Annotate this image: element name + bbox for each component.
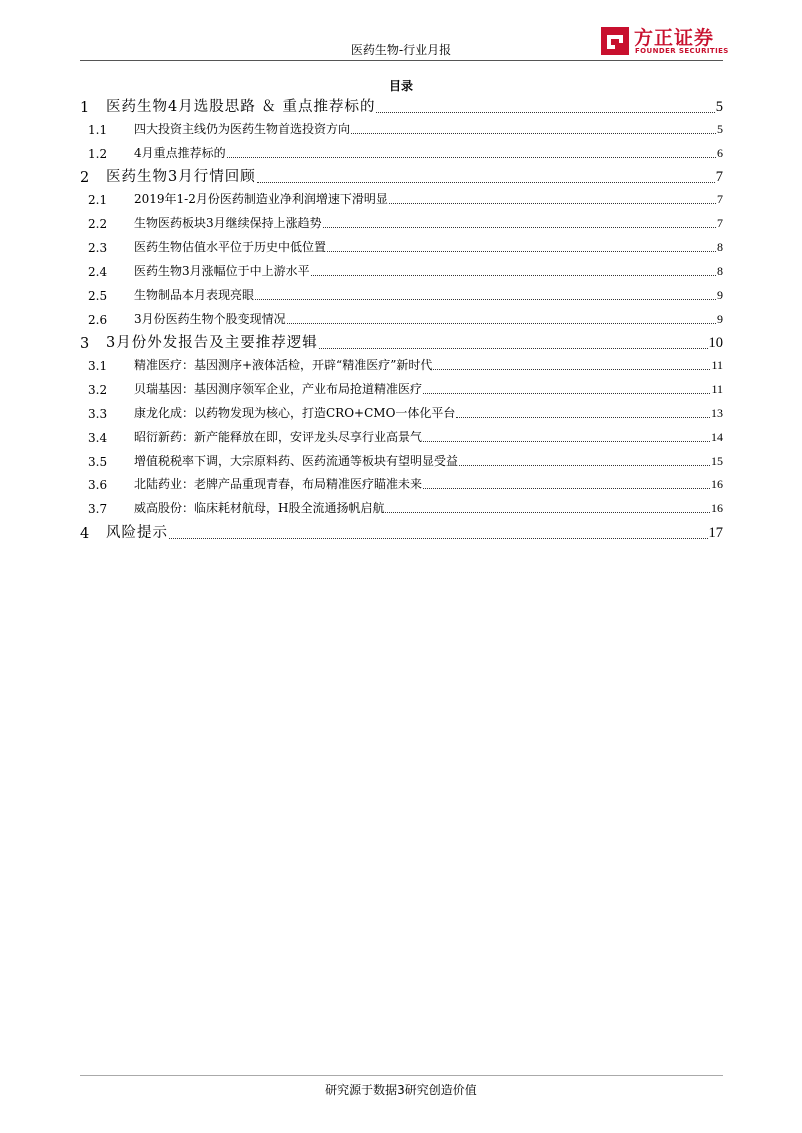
- toc-entry-page: 10: [708, 335, 723, 351]
- toc-entry-title: 生物医药板块3月继续保持上涨趋势: [134, 216, 322, 230]
- toc-leader-dots: [327, 251, 716, 252]
- toc-entry[interactable]: [88, 451, 723, 469]
- toc-entry-page: 7: [717, 216, 723, 230]
- toc-entry-number: 2.3: [88, 241, 108, 255]
- toc-entry-page: 8: [717, 240, 723, 254]
- toc-leader-dots: [376, 112, 714, 113]
- toc-entry-number: 3.4: [88, 431, 108, 445]
- toc-entry[interactable]: [88, 355, 723, 373]
- toc-entry[interactable]: [88, 309, 723, 327]
- toc-entry-number: 1: [80, 100, 90, 116]
- footer-divider: [80, 1075, 723, 1076]
- toc-entry[interactable]: [88, 427, 723, 445]
- logo-name-cn: 方正证券: [634, 27, 715, 49]
- toc-entry[interactable]: [88, 237, 723, 255]
- toc-leader-dots: [319, 348, 708, 349]
- toc-leader-dots: [459, 465, 710, 466]
- toc-entry-page: 5: [717, 122, 723, 136]
- toc-entry-page: 7: [715, 169, 723, 185]
- toc-leader-dots: [287, 323, 716, 324]
- toc-entry-number: 2.6: [88, 313, 108, 327]
- toc-entry[interactable]: [88, 403, 723, 421]
- toc-entry-number: 1.1: [88, 123, 108, 137]
- toc-leader-dots: [389, 203, 716, 204]
- toc-entry-title: 威高股份：临床耗材航母，H股全流通扬帆启航: [134, 501, 385, 515]
- toc-entry-title: 医药生物3月涨幅位于中上游水平: [134, 264, 310, 278]
- toc-entry-number: 3.5: [88, 455, 108, 469]
- toc-leader-dots: [423, 488, 710, 489]
- footer-slogan: 研究源于数据3研究创造价值: [325, 1083, 477, 1097]
- toc-entry-page: 9: [717, 288, 723, 302]
- toc-entry-page: 17: [708, 525, 723, 541]
- toc-entry-title: 生物制品本月表现亮眼: [134, 288, 255, 302]
- toc-leader-dots: [323, 227, 716, 228]
- toc-entry-page: 16: [711, 501, 723, 515]
- toc-leader-dots: [423, 393, 710, 394]
- toc-entry-title: 3月份医药生物个股变现情况: [134, 312, 286, 326]
- toc-leader-dots: [227, 157, 716, 158]
- toc-entry-page: 11: [711, 358, 723, 372]
- toc-entry-title: 精准医疗：基因测序+液体活检，开辟“精准医疗”新时代: [134, 358, 433, 372]
- toc-entry-number: 2.1: [88, 193, 108, 207]
- toc-entry-number: 2: [80, 170, 90, 186]
- toc-leader-dots: [433, 369, 710, 370]
- toc-entry-title: 昭衍新药：新产能释放在即，安评龙头尽享行业高景气: [134, 430, 423, 444]
- toc-entry[interactable]: [88, 285, 723, 303]
- toc-entry-number: 2.4: [88, 265, 108, 279]
- toc-entry[interactable]: [80, 522, 723, 542]
- toc-entry-number: 3.2: [88, 383, 108, 397]
- toc-leader-dots: [385, 512, 710, 513]
- toc-entry[interactable]: [88, 119, 723, 137]
- toc-entry[interactable]: [88, 498, 723, 516]
- toc-entry-title: 四大投资主线仍为医药生物首选投资方向: [134, 122, 351, 136]
- toc-entry-page: 11: [711, 382, 723, 396]
- toc-entry[interactable]: [80, 166, 723, 186]
- toc-entry-number: 2.2: [88, 217, 108, 231]
- toc-entry-number: 4: [80, 526, 90, 542]
- toc-entry-page: 8: [717, 264, 723, 278]
- toc-title: 目录: [388, 79, 413, 93]
- toc-entry-number: 3.1: [88, 359, 108, 373]
- report-title: 医药生物-行业月报: [350, 43, 452, 57]
- toc-entry[interactable]: [88, 143, 723, 161]
- toc-entry-title: 北陆药业：老牌产品重现青春，布局精准医疗瞄准未来: [134, 477, 423, 491]
- toc-entry-title: 医药生物4月选股思路 ＆ 重点推荐标的: [106, 99, 376, 115]
- toc-leader-dots: [255, 299, 716, 300]
- logo-name-en: FOUNDER SECURITIES: [635, 47, 729, 55]
- toc-entry-title: 3月份外发报告及主要推荐逻辑: [106, 335, 318, 351]
- toc-entry-number: 2.5: [88, 289, 108, 303]
- toc-leader-dots: [257, 182, 715, 183]
- toc-leader-dots: [456, 417, 710, 418]
- toc-entry-page: 9: [717, 312, 723, 326]
- toc-entry-number: 3.7: [88, 502, 108, 516]
- toc-entry-page: 7: [717, 192, 723, 206]
- toc-leader-dots: [423, 441, 710, 442]
- toc-entry-title: 2019年1-2月份医药制造业净利润增速下滑明显: [134, 192, 388, 206]
- toc-entry-page: 5: [715, 99, 723, 115]
- toc-entry[interactable]: [80, 332, 723, 352]
- toc-entry[interactable]: [80, 96, 723, 116]
- toc-entry-title: 增值税税率下调，大宗原料药、医药流通等板块有望明显受益: [134, 454, 459, 468]
- toc-entry[interactable]: [88, 189, 723, 207]
- toc-entry[interactable]: [88, 213, 723, 231]
- toc-entry-number: 3.6: [88, 478, 108, 492]
- toc-entry-page: 15: [711, 454, 723, 468]
- toc-leader-dots: [351, 133, 716, 134]
- toc-entry-title: 医药生物3月行情回顾: [106, 169, 256, 185]
- toc-entry-title: 贝瑞基因：基因测序领军企业，产业布局抢道精准医疗: [134, 382, 423, 396]
- toc-entry[interactable]: [88, 261, 723, 279]
- toc-entry[interactable]: [88, 379, 723, 397]
- toc-entry-title: 康龙化成：以药物发现为核心，打造CRO+CMO一体化平台: [134, 406, 456, 420]
- toc-entry-number: 1.2: [88, 147, 108, 161]
- toc-entry-page: 6: [717, 146, 723, 160]
- toc-entry-page: 16: [711, 477, 723, 491]
- toc-entry-page: 14: [711, 430, 723, 444]
- toc-entry-title: 医药生物估值水平位于历史中低位置: [134, 240, 327, 254]
- toc-entry-title: 4月重点推荐标的: [134, 146, 226, 160]
- toc-entry-page: 13: [711, 406, 723, 420]
- toc-entry-number: 3.3: [88, 407, 108, 421]
- toc-leader-dots: [311, 275, 716, 276]
- toc-entry[interactable]: [88, 474, 723, 492]
- toc-entry-number: 3: [80, 336, 90, 352]
- toc-entry-title: 风险提示: [106, 525, 168, 541]
- toc-leader-dots: [169, 538, 708, 539]
